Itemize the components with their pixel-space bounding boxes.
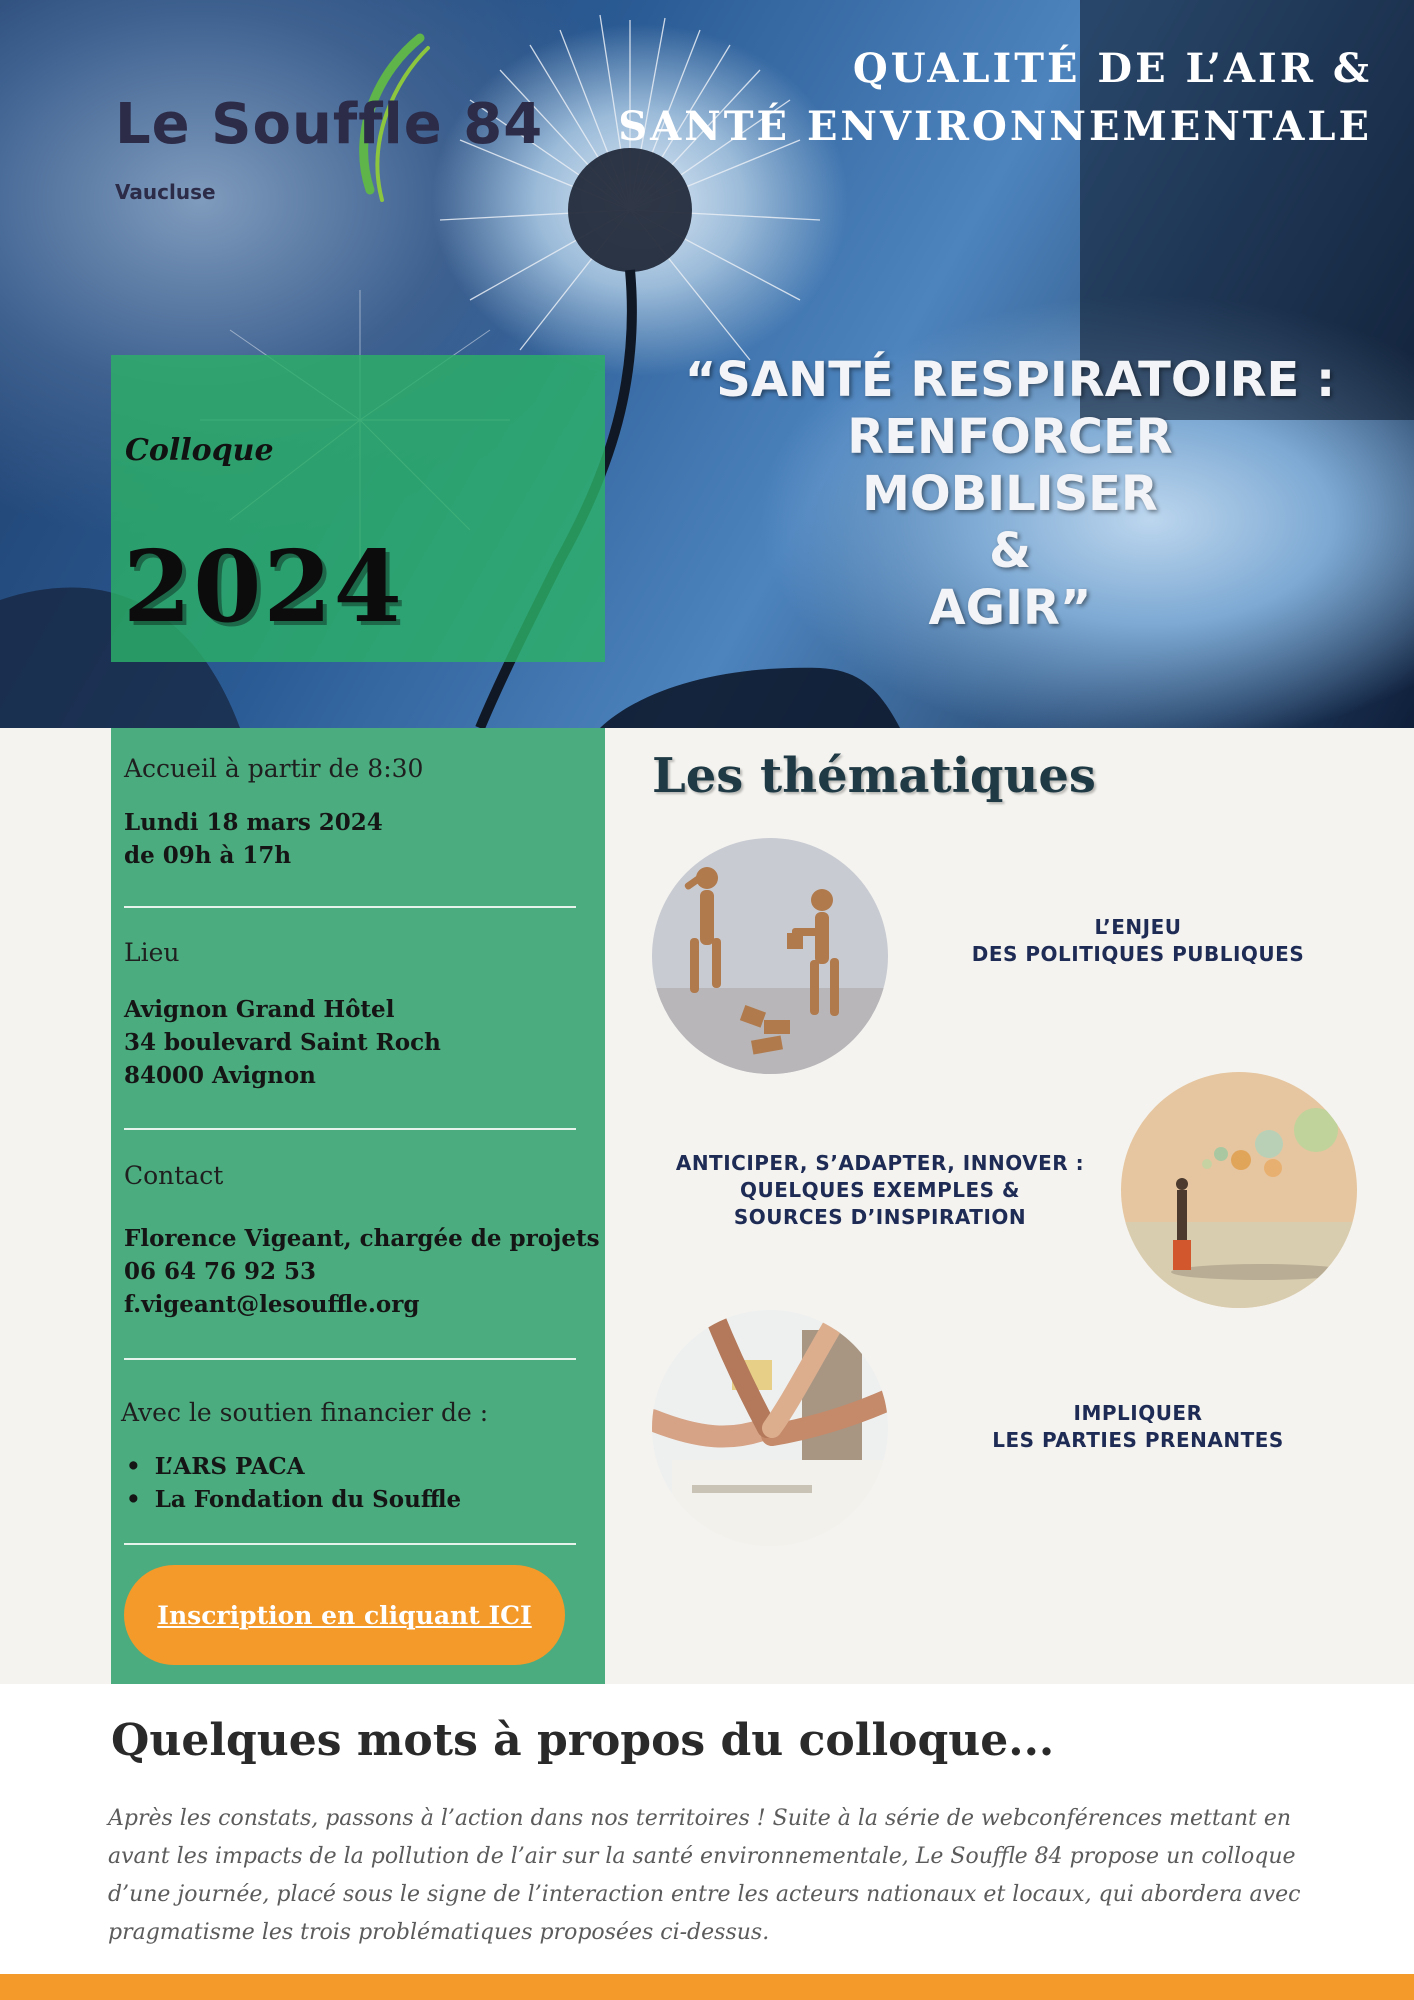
venue-line: 84000 Avignon [124, 1062, 316, 1089]
about-line: avant les impacts de la pollution de l’air sur la santé environnementale, Le Souffle 84 propose un colloque [108, 1844, 1296, 1869]
divider [124, 1358, 576, 1360]
footer-bar [0, 1974, 1414, 2000]
about-line: Après les constats, passons à l’action dans nos territoires ! Suite à la série de webconférences mettant en [108, 1806, 1292, 1831]
theme-image-spheres [1121, 1072, 1357, 1308]
about-title: Quelques mots à propos du colloque... [111, 1715, 1055, 1766]
theme-label-innovation [660, 1150, 1100, 1231]
about-line: d’une journée, placé sous le signe de l’interaction entre les acteurs nationaux et locaux, qui abordera avec [108, 1882, 1301, 1907]
venue-line: 34 boulevard Saint Roch [124, 1029, 441, 1056]
list-item: • La Fondation du Souffle [124, 1483, 461, 1516]
divider [124, 1543, 576, 1545]
logo-number: 84 [463, 92, 544, 157]
theme-image-hands [652, 1310, 888, 1546]
themes-title: Les thématiques [652, 748, 1096, 804]
tagline [618, 40, 1372, 156]
event-headline [640, 352, 1380, 637]
theme-image-wooden-figures [652, 838, 888, 1074]
headline-line: MOBILISER [862, 466, 1158, 522]
theme-label-stakeholders [958, 1400, 1318, 1454]
theme-line: IMPLIQUER [1073, 1401, 1203, 1425]
contact-label: Contact [124, 1161, 224, 1190]
event-date [124, 806, 383, 872]
venue-line: Avignon Grand Hôtel [124, 996, 395, 1023]
souffle-84-logo [115, 92, 544, 204]
logo-subtitle: Vaucluse [115, 180, 216, 204]
contact-phone[interactable]: 06 64 76 92 53 [124, 1258, 317, 1285]
list-item: • L’ARS PACA [124, 1450, 461, 1483]
reception-label: Accueil à partir de 8:30 [124, 754, 424, 783]
theme-line: ANTICIPER, S’ADAPTER, INNOVER : [675, 1151, 1085, 1175]
headline-line: AGIR” [928, 580, 1092, 636]
support-label: Avec le soutien financier de : [121, 1398, 489, 1427]
event-info-panel [111, 728, 605, 1684]
theme-label-public-policy [958, 914, 1318, 968]
registration-button[interactable]: Inscription en cliquant ICI [124, 1565, 565, 1665]
headline-line: “SANTÉ RESPIRATOIRE : [684, 352, 1336, 408]
contact-name: Florence Vigeant, chargée de projets [124, 1225, 600, 1252]
theme-line: DES POLITIQUES PUBLIQUES [971, 942, 1305, 966]
contact-details [124, 1222, 600, 1321]
colloque-label: Colloque [125, 433, 274, 468]
logo-text: Le Souffle [115, 92, 443, 157]
time-line: de 09h à 17h [124, 842, 292, 869]
divider [124, 906, 576, 908]
divider [124, 1128, 576, 1130]
headline-line: & [989, 523, 1031, 579]
venue-label: Lieu [124, 938, 180, 967]
contact-email[interactable]: f.vigeant@lesouffle.org [124, 1291, 420, 1318]
headline-line: RENFORCER [847, 409, 1173, 465]
theme-line: L’ENJEU [1094, 915, 1182, 939]
colloque-box [111, 355, 605, 662]
theme-line: QUELQUES EXEMPLES & [740, 1178, 1020, 1202]
tagline-line: QUALITÉ DE L’AIR & [852, 45, 1372, 92]
about-line: pragmatisme les trois problématiques proposées ci-dessus. [108, 1920, 770, 1945]
venue-address [124, 993, 441, 1092]
theme-line: LES PARTIES PRENANTES [992, 1428, 1284, 1452]
date-line: Lundi 18 mars 2024 [124, 809, 383, 836]
tagline-line: SANTÉ ENVIRONNEMENTALE [618, 103, 1372, 150]
theme-line: SOURCES D’INSPIRATION [733, 1205, 1027, 1229]
supporters-list [124, 1450, 461, 1516]
hero-banner [0, 0, 1414, 728]
about-text [108, 1800, 1358, 1952]
colloque-year: 2024 [123, 530, 404, 645]
